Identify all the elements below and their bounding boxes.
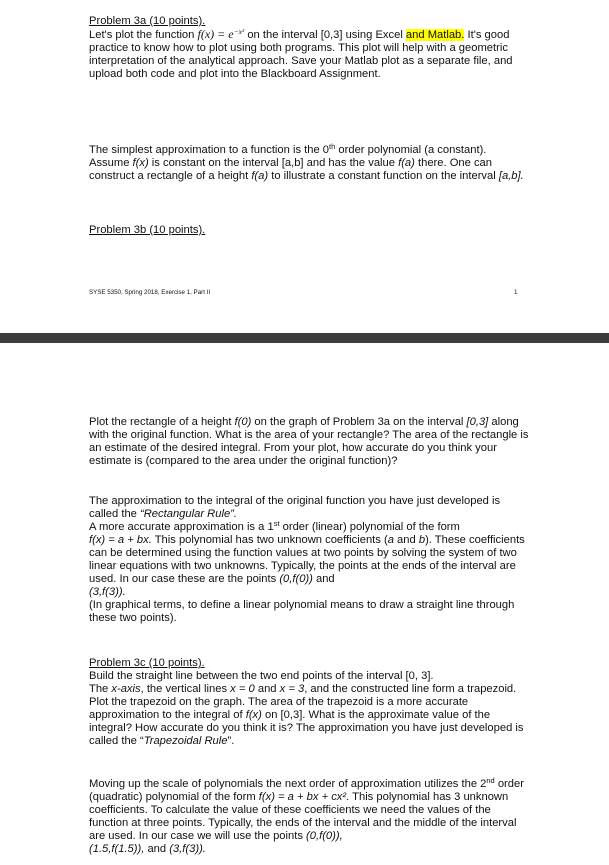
p3a-interval: on the interval [0,3] using Excel	[244, 29, 406, 41]
zero-order-paragraph: The simplest approximation to a function is the 0th order polynomial (a constant). Assume f(x) is constant on the interval [a,b] and has the value f(a) there. One can construct a rectangle of a height f(a) to illustrate a constant function on the interval [a,b].	[89, 142, 524, 182]
highlighted-text: and Matlab.	[405, 29, 465, 41]
rectangle-paragraph: Plot the rectangle of a height f(0) on the graph of Problem 3a on the interval [0,3] along with the original function. What is the area of your rectangle? The area of the rectangle is an estimate of the desired integral. From your plot, how accurate do you think your estimate is (compared to the area under the original function)?	[89, 416, 529, 467]
problem-3b-heading: Problem 3b (10 points).	[89, 224, 206, 236]
problem-3c: Problem 3c (10 points). Build the straight line between the two end points of the interval [0, 3]. The x-axis, the vertical lines x = 0 and x = 3, and the constructed line form a trapezoid. Plot the trapezoid on the graph. The area of the trapezoid is a more accurate approximation to the integral of f(x) on [0,3]. What is the approximate value of the integral? How accurate do you think it is? The approximation you have just developed is called the “Trapezoidal Rule”.	[89, 657, 524, 747]
page-1	[0, 0, 609, 333]
page-footer: SYSE 5350, Spring 2018, Exercise 1, Part II	[89, 289, 211, 296]
p3a-body: It's good practice to know how to plot using both programs. This plot will help with a geometric interpretation of the analytical approach. Save your Matlab plot as a separate file, and upload both code and plot into the Blackboard Assignment.	[89, 29, 513, 80]
page-2	[0, 343, 609, 865]
linear-paragraph: The approximation to the integral of the original function you have just developed is called the “Rectangular Rule”. A more accurate approximation is a 1st order (linear) polynomial of the form f(x) = a + bx. This polynomial has two unknown coefficients (a and b). These coefficients can be determined using the function values at two points by solving the system of two linear equations with two unknowns. Typically, the points at the ends of the interval are used. In our case these are the points (0,f(0)) and (3,f(3)). (In graphical terms, to define a linear polynomial means to draw a straight line through these two points).	[89, 495, 525, 624]
problem-3a-heading: Problem 3a (10 points).	[89, 15, 206, 27]
p3a-intro: Let's plot the function	[89, 29, 198, 41]
page-divider	[0, 333, 609, 343]
problem-3a	[89, 15, 529, 81]
quadratic-paragraph: Moving up the scale of polynomials the next order of approximation utilizes the 2nd order (quadratic) polynomial of the form f(x) = a + bx + cx². This polynomial has 3 unknown coefficients. To calculate the value of these coefficients we need the values of the function at three points. Typically, the ends of the interval and the middle of the interval are used. In our case we will use the points (0,f(0)), (1.5,f(1.5)), and (3,f(3)).	[89, 776, 524, 855]
problem-3c-heading: Problem 3c (10 points).	[89, 657, 205, 669]
formula: $f(x) = e^{-x^2}$	[197, 27, 245, 41]
page-number: 1	[514, 289, 518, 296]
problem-3b	[89, 224, 529, 237]
